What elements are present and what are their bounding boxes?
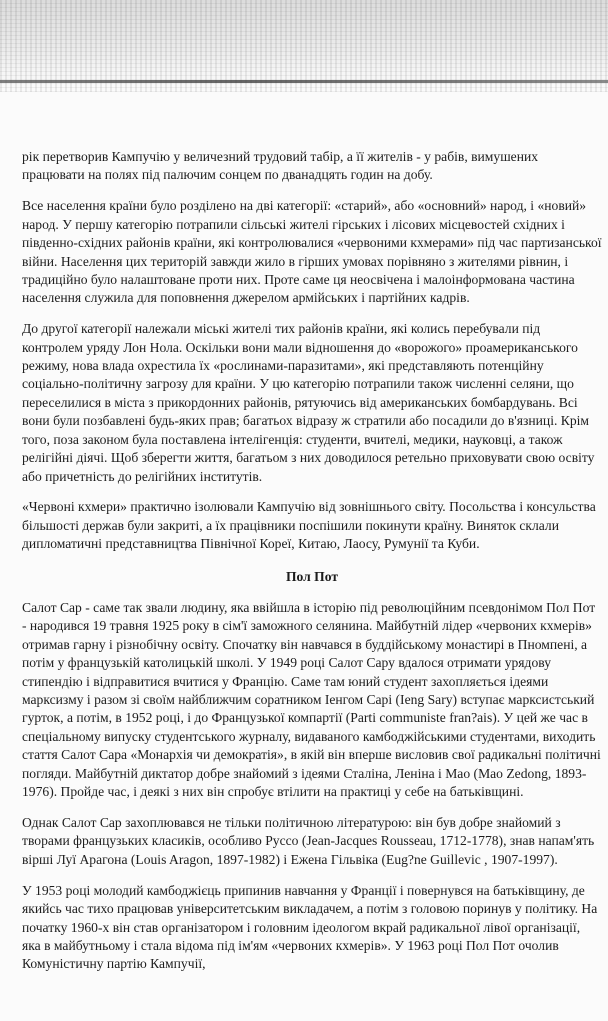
scan-header-band [0, 0, 608, 92]
scan-edge-line [0, 80, 608, 83]
paragraph: До другої категорії належали міські жителі тих районів країни, які колись перебували під контролем уряду Лон Нола. Оскільки вони мали відношення до «ворожого» проамериканського режиму, нова влада охрестила їх «рослинами-паразитами», які представляють потенційну соціально-політичну загрозу для країни. У цю категорію потрапили також численні селяни, що переселилися в міста з прикордонних районів, рятуючись від американських бомбардувань. Всі вони були позбавлені будь-яких прав; багатьох відразу ж стратили або посадили до в'язниці. Крім того, поза законом була поставлена інтелігенція: студенти, вчителі, медики, науковці, а також релігійні діячі. Щоб зберегти життя, багатьом з них доводилося ретельно приховувати свою освіту або причетність до релігійних інститутів. [22, 321, 595, 484]
section-heading: Пол Пот [285, 568, 339, 584]
document-body [22, 148, 602, 986]
paragraph: У 1953 році молодий камбоджієць припинив навчання у Франції і повернувся на батьківщину, де якийсь час тихо працював університетським викладачем, а потім з головою поринув у політику. На початку 1960-х він став організатором і головним ідеологом вкрай радикальної лівої організації, яка в майбутньому і стала відома під ім'ям «червоних кхмерів». У 1963 році Пол Пот очолив Комуністичну партію Кампучії, [22, 882, 598, 972]
paragraph: рік перетворив Кампучію у величезний трудовий табір, а її жителів - у рабів, вимушених працювати на полях під палючим сонцем по дванадцять годин на добу. [22, 149, 539, 183]
paragraph: Однак Салот Сар захоплювався не тільки політичною літературою: він був добре знайомий з творами французьких класиків, особливо Руссо (Jean-Jacques Rousseau, 1712-1778), знав напам'ять вірші Луї Арагона (Louis Aragon, 1897-1982) і Ежена Гільвіка (Eug?ne Guillevic , 1907-1997). [22, 815, 595, 867]
paragraph: «Червоні кхмери» практично ізолювали Кампучію від зовнішнього світу. Посольства і консульства більшості держав були закриті, а їх працівники поспішили покинути країну. Виняток склали дипломатичні представництва Північної Кореї, Китаю, Лаосу, Румунії та Куби. [22, 499, 596, 552]
paragraph: Салот Сар - саме так звали людину, яка ввійшла в історію під революційним псевдонімом Пол Пот - народився 19 травня 1925 року в сім'ї заможного селянина. Майбутній лідер «червоних кхмерів» отримав гарну і різнобічну освіту. Спочатку він навчався в буддійському монастирі в Пномпені, а потім у французькій католицькій школі. У 1949 році Салот Сару вдалося отримати урядову стипендію і відправитися вчитися у Францію. Саме там юний студент захопляється ідеями марксизму і разом зі своїм найближчим соратником Іенгом Сарі (Ieng Sary) вступає марксистський гурток, а потім, в 1952 році, і до Французької компартії (Parti communiste fran?ais). У цей же час в спеціальному випуску студентського журналу, видаваного камбоджійськими студентами, виходить стаття Салот Сара «Монархія чи демократія», в якій він вперше висловив свої радикальні політичні погляди. Майбутній диктатор добре знайомий з ідеями Сталіна, Леніна і Мао (Mao Zedong, 1893-1976). Пройде час, і деякі з них він спробує втілити на практиці у себе на батьківщині. [22, 600, 601, 800]
paragraph: Все населення країни було розділено на дві категорії: «старий», або «основний» народ, і «новий» народ. У першу категорію потрапили сільські жителі гірських і лісових місцевостей східних і південно-східних районів країни, які контролювалися «червоними кхмерами» під час партизанської війни. Населення цих територій завжди жило в гірших умовах порівняно з жителями рівнин, і традиційно було налаштоване проти них. Проте саме ця неосвічена і малоінформована частина населення служила для поповнення джерелом армійських і партійних кадрів. [22, 198, 602, 306]
